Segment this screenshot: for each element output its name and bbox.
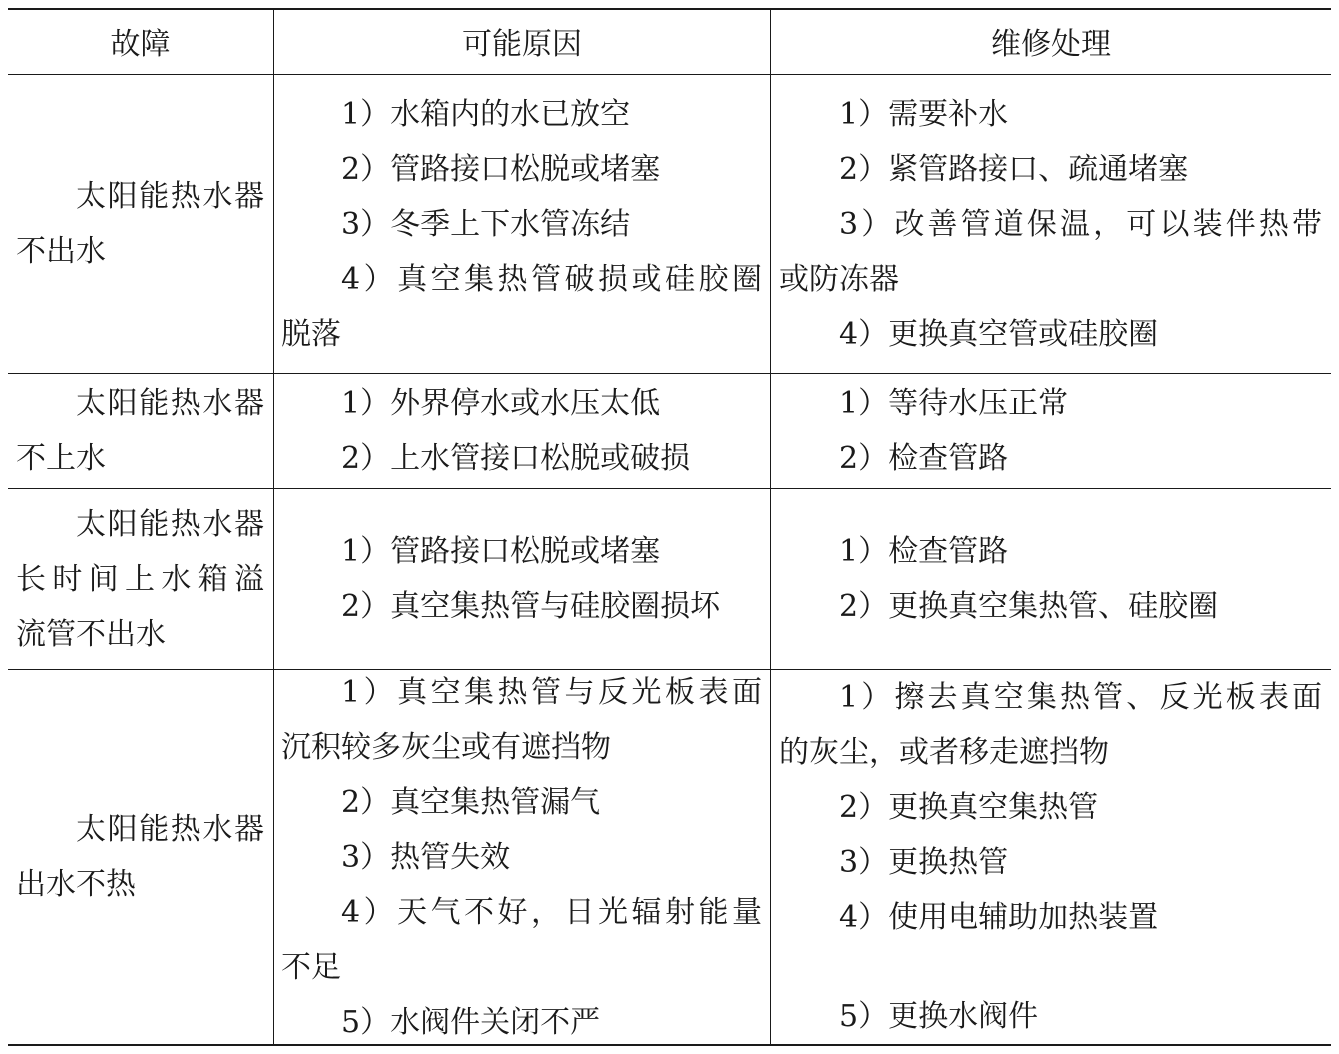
- header-fixes: 维修处理: [991, 27, 1111, 62]
- cause-line: 3）冬季上下水管冻结: [341, 206, 631, 242]
- cause-line: 2）真空集热管与硅胶圈损坏: [341, 589, 721, 624]
- fix-line: 2）紧管路接口、疏通堵塞: [839, 151, 1189, 187]
- header-fault: 故障: [110, 27, 171, 62]
- row3-fault: [16, 489, 264, 669]
- cause-line: 4）天气不好，日光辐射能量: [341, 894, 762, 930]
- row2-fixes: [779, 374, 1322, 488]
- cause-line: 不足: [281, 949, 341, 985]
- fix-line: 2）更换真空集热管: [839, 790, 1099, 825]
- row3-causes: [281, 489, 762, 669]
- fault-line: 不上水: [16, 441, 106, 476]
- fix-line: 5）更换水阀件: [839, 999, 1039, 1034]
- row1-fault: [16, 75, 264, 373]
- fix-line: 1）需要补水: [839, 96, 1009, 132]
- fault-line: 不出水: [16, 234, 106, 269]
- column-divider-2: [770, 8, 771, 1046]
- row1-fixes: [779, 75, 1322, 373]
- fault-line: 太阳能热水器: [76, 506, 264, 542]
- fault-line: 出水不热: [16, 867, 136, 902]
- fix-line: 2）更换真空集热管、硅胶圈: [839, 589, 1219, 624]
- cause-line: 沉积较多灰尘或有遮挡物: [281, 729, 611, 765]
- row2-fault: [16, 374, 264, 488]
- cause-line: 5）水阀件关闭不严: [341, 1004, 601, 1040]
- cause-line: 3）热管失效: [341, 839, 511, 875]
- fault-line: 长时间上水箱溢: [16, 561, 264, 597]
- cause-line: 1）管路接口松脱或堵塞: [341, 534, 661, 569]
- fix-line: 4）使用电辅助加热装置: [839, 900, 1159, 935]
- cause-line: 1）外界停水或水压太低: [341, 386, 661, 421]
- fix-line: 1）检查管路: [839, 534, 1009, 569]
- fault-table: [8, 8, 1331, 1046]
- fault-line: 太阳能热水器: [76, 812, 264, 847]
- cause-line: 1）真空集热管与反光板表面: [341, 674, 762, 710]
- fix-line: 3）改善管道保温，可以装伴热带: [839, 206, 1322, 242]
- column-divider-1: [273, 8, 274, 1046]
- fix-line: 的灰尘，或者移走遮挡物: [779, 735, 1109, 770]
- fault-line: 太阳能热水器: [76, 179, 264, 214]
- fix-line: 3）更换热管: [839, 845, 1009, 880]
- row4-causes: [281, 670, 762, 1044]
- cause-line: 2）真空集热管漏气: [341, 784, 601, 820]
- row1-causes: [281, 75, 762, 373]
- row4-fixes: [779, 670, 1322, 1044]
- fault-line: 太阳能热水器: [76, 386, 264, 421]
- fix-line: 4）更换真空管或硅胶圈: [839, 316, 1159, 352]
- cause-line: 2）上水管接口松脱或破损: [341, 441, 691, 476]
- row2-causes: [281, 374, 762, 488]
- fix-line: 2）检查管路: [839, 441, 1009, 476]
- row4-fault: [16, 670, 264, 1044]
- row3-fixes: [779, 489, 1322, 669]
- fix-line: 1）等待水压正常: [839, 386, 1069, 421]
- header-causes: 可能原因: [462, 27, 582, 62]
- cause-line: 4）真空集热管破损或硅胶圈: [341, 261, 762, 297]
- cause-line: 2）管路接口松脱或堵塞: [341, 151, 661, 187]
- fix-line-blank: [779, 945, 1322, 989]
- fault-line: 流管不出水: [16, 616, 166, 652]
- fix-line: 1）擦去真空集热管、反光板表面: [839, 680, 1322, 715]
- cause-line: 1）水箱内的水已放空: [341, 96, 631, 132]
- fix-line: 或防冻器: [779, 261, 899, 297]
- cause-line: 脱落: [281, 316, 341, 352]
